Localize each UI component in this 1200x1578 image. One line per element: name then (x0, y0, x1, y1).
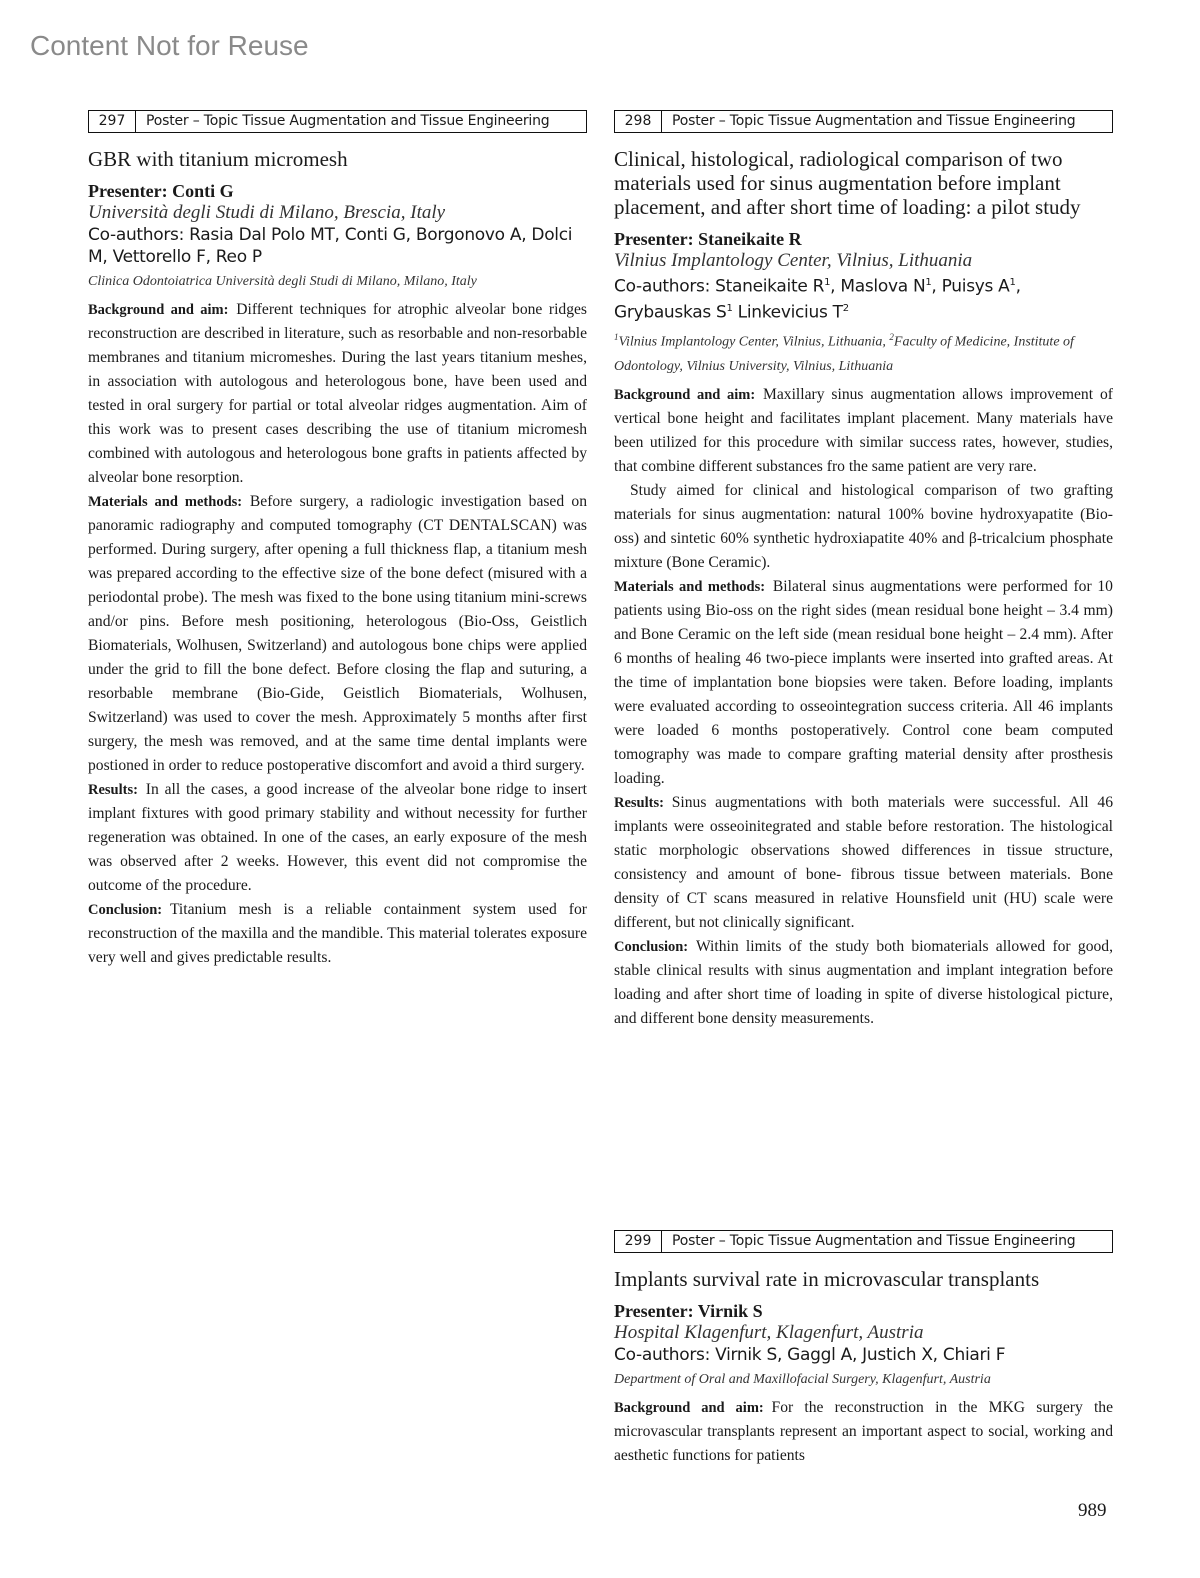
abstract-topic: Poster – Topic Tissue Augmentation and Tissue Engineering (672, 113, 1076, 129)
section-label: Background and aim: (614, 386, 756, 403)
coauthors-prefix: Co-authors: (614, 276, 716, 297)
institution-sup: 2 (889, 332, 894, 343)
abstract-header (88, 110, 587, 133)
abstract-paragraph (614, 383, 1113, 479)
abstract-number: 298 (615, 111, 662, 132)
coauthor-sup: 1 (824, 277, 831, 288)
abstract-topic: Poster – Topic Tissue Augmentation and Tissue Engineering (672, 1233, 1076, 1249)
presenter: Presenter: Staneikaite R (614, 229, 802, 249)
abstract-header (614, 110, 1113, 133)
abstract-paragraph (614, 575, 1113, 791)
coauthor-name: Maslova N (840, 276, 926, 297)
section-label: Results: (88, 782, 138, 798)
coauthor-name: Grybauskas S (614, 302, 727, 323)
abstract-paragraph (614, 935, 1113, 1031)
abstract-number: 297 (89, 111, 136, 132)
section-label: Conclusion: (614, 938, 689, 955)
abstract-title: Implants survival rate in microvascular transplants (614, 1267, 1040, 1291)
coauthor-sup: 1 (726, 302, 733, 314)
institution (614, 325, 1113, 379)
abstract-title: GBR with titanium micromesh (88, 147, 348, 171)
institution: Clinica Odontoiatrica Università degli Studi di Milano, Milano, Italy (88, 274, 477, 289)
abstract-title: Clinical, histological, radiological comparison of two materials used for sinus augmentation before implant placement, and after short time of loading: a pilot study (614, 147, 1081, 219)
watermark: Content Not for Reuse (30, 30, 309, 61)
section-text: Different techniques for atrophic alveolar bone ridges reconstruction are described in literature, such as resorbable and non-resorbable membranes and titanium micromeshes. During the last years titanium meshes, in association with autologous and heterologous bone, have been used and tested in oral surgery for partial or total alveolar ridges augmentation. Aim of this work was to present cases describing the use of titanium micromesh combined with autologous and heterologous bone grafts in patients affected by alveolar bone resorption. (88, 301, 587, 486)
section-label: Background and aim: (88, 302, 229, 318)
section-text: In all the cases, a good increase of the alveolar bone ridge to insert implant fixtures with good primary stability and without necessity for further regeneration was obtained. In one of the cases, an early exposure of the mesh was observed after 2 weeks. However, this event did not compromise the outcome of the procedure. (88, 781, 587, 894)
presenter-affiliation: Vilnius Implantology Center, Vilnius, Lithuania (614, 250, 973, 271)
coauthors: Co-authors: Virnik S, Gaggl A, Justich X, Chiari F (614, 1345, 1006, 1365)
section-label: Materials and methods: (88, 494, 243, 510)
coauthor-sup: 1 (1009, 277, 1016, 288)
abstract-paragraph (88, 298, 587, 490)
section-text: Before surgery, a radiologic investigation based on panoramic radiography and computed tomography (CT DENTALSCAN) was performed. During surgery, after opening a full thickness flap, a titanium mesh was prepared according to the effective size of the bone defect (misured with a periodontal probe). The mesh was fixed to the bone using titanium mini-screws and/or pins. Before mesh positioning, heterologous (Bio-Oss, Geistlich Biomaterials, Wolhusen, Switzerland) and autologous bone chips were applied under the grid to fill the bone defect. Before closing the flap and suturing, a resorbable membrane (Bio-Gide, Geistlich Biomaterials, Wolhusen, Switzerland) was used to cover the mesh. Approximately 5 months after first surgery, the mesh was removed, and at the same time dental implants were postioned in order to reduce postoperative discomfort and avoid a third surgery. (88, 493, 587, 774)
section-text: Sinus augmentations with both materials were successful. All 46 implants were osseoinitegrated and stable before restoration. The histological static morphologic observations showed differences in tissue structure, consistency and amount of bone- fibrous tissue between materials. Bone density of CT scans measured in relative Hounsfield unit (HU) scale were different, but not clinically significant. (614, 793, 1113, 931)
abstract-paragraph (614, 1396, 1113, 1468)
coauthor-name: Staneikaite R (715, 276, 825, 297)
coauthor-sep: , (931, 276, 942, 297)
presenter-affiliation: Hospital Klagenfurt, Klagenfurt, Austria (614, 1322, 924, 1343)
coauthor-sup: 1 (925, 277, 932, 288)
section-label: Conclusion: (88, 902, 163, 918)
coauthor-name: Linkevicius T (737, 302, 843, 323)
section-text: Within limits of the study both biomaterials allowed for good, stable clinical results with sinus augmentation and implant integration before loading and after short time of loading in spite of diverse histological picture, and different bone density measurements. (614, 937, 1113, 1027)
abstract-paragraph (88, 778, 587, 898)
page-number: 989 (1078, 1500, 1107, 1521)
abstract-paragraph (88, 898, 587, 970)
presenter: Presenter: Conti G (88, 181, 234, 201)
institution: Department of Oral and Maxillofacial Surgery, Klagenfurt, Austria (614, 1372, 991, 1387)
coauthor-name: Puisys A (941, 276, 1010, 297)
presenter: Presenter: Virnik S (614, 1301, 763, 1321)
institution-text: Vilnius Implantology Center, Vilnius, Lithuania, (618, 334, 890, 350)
abstract-299 (614, 1230, 1113, 1468)
section-text: Titanium mesh is a reliable containment system used for reconstruction of the maxilla and the mandible. This material tolerates exposure very well and gives predictable results. (88, 901, 587, 966)
abstract-298 (614, 110, 1113, 1031)
section-text: For the reconstruction in the MKG surgery the microvascular transplants represent an important aspect to social, working and aesthetic functions for patients (614, 1399, 1113, 1464)
section-label: Results: (614, 794, 664, 811)
coauthor-sup: 2 (842, 302, 849, 314)
abstract-paragraph (614, 791, 1113, 935)
institution-text: Faculty of Medicine, Institute of Odontology, Vilnius University, Vilnius, Lithuania (614, 334, 1074, 374)
abstract-topic: Poster – Topic Tissue Augmentation and Tissue Engineering (146, 113, 550, 129)
coauthors (614, 272, 1113, 323)
section-label: Materials and methods: (614, 578, 766, 595)
abstract-number: 299 (615, 1231, 662, 1252)
coauthor-sep: , (830, 276, 841, 297)
section-label: Background and aim: (614, 1400, 764, 1416)
coauthor-sep: , (1015, 276, 1021, 297)
coauthors: Co-authors: Rasia Dal Polo MT, Conti G, Borgonovo A, Dolci M, Vettorello F, Reo P (88, 225, 573, 267)
section-text: Study aimed for clinical and histological comparison of two grafting materials for sinus augmentation: natural 100% bovine hydroxyapatite (Bio-oss) and sintetic 60% synthetic hydroxiapatite 40% and β-tricalcium phosphate mixture (Bone Ceramic). (614, 481, 1113, 571)
abstract-paragraph (614, 479, 1113, 575)
section-text: Maxillary sinus augmentation allows improvement of vertical bone height and facilitates implant placement. Many materials have been utilized for this procedure with similar success rates, however, studies, that combine different substances fro the same patient are very rare. (614, 385, 1113, 475)
abstract-297 (88, 110, 587, 970)
section-text: Bilateral sinus augmentations were performed for 10 patients using Bio-oss on the right sides (mean residual bone height – 3.4 mm) and Bone Ceramic on the left side (mean residual bone height – 2.4 mm). After 6 months of healing 46 two-piece implants were inserted into grafted areas. At the time of implantation bone biopsies were taken. Before loading, implants were evaluated according to osseointegration success criteria. All 46 implants were loaded 6 months postoperatively. Control cone beam computed tomography was made to compare grafting material density after prosthesis loading. (614, 577, 1113, 787)
presenter-affiliation: Università degli Studi di Milano, Brescia, Italy (88, 202, 446, 223)
abstract-paragraph (88, 490, 587, 778)
abstract-header (614, 1230, 1113, 1253)
institution-sup: 1 (614, 332, 619, 343)
